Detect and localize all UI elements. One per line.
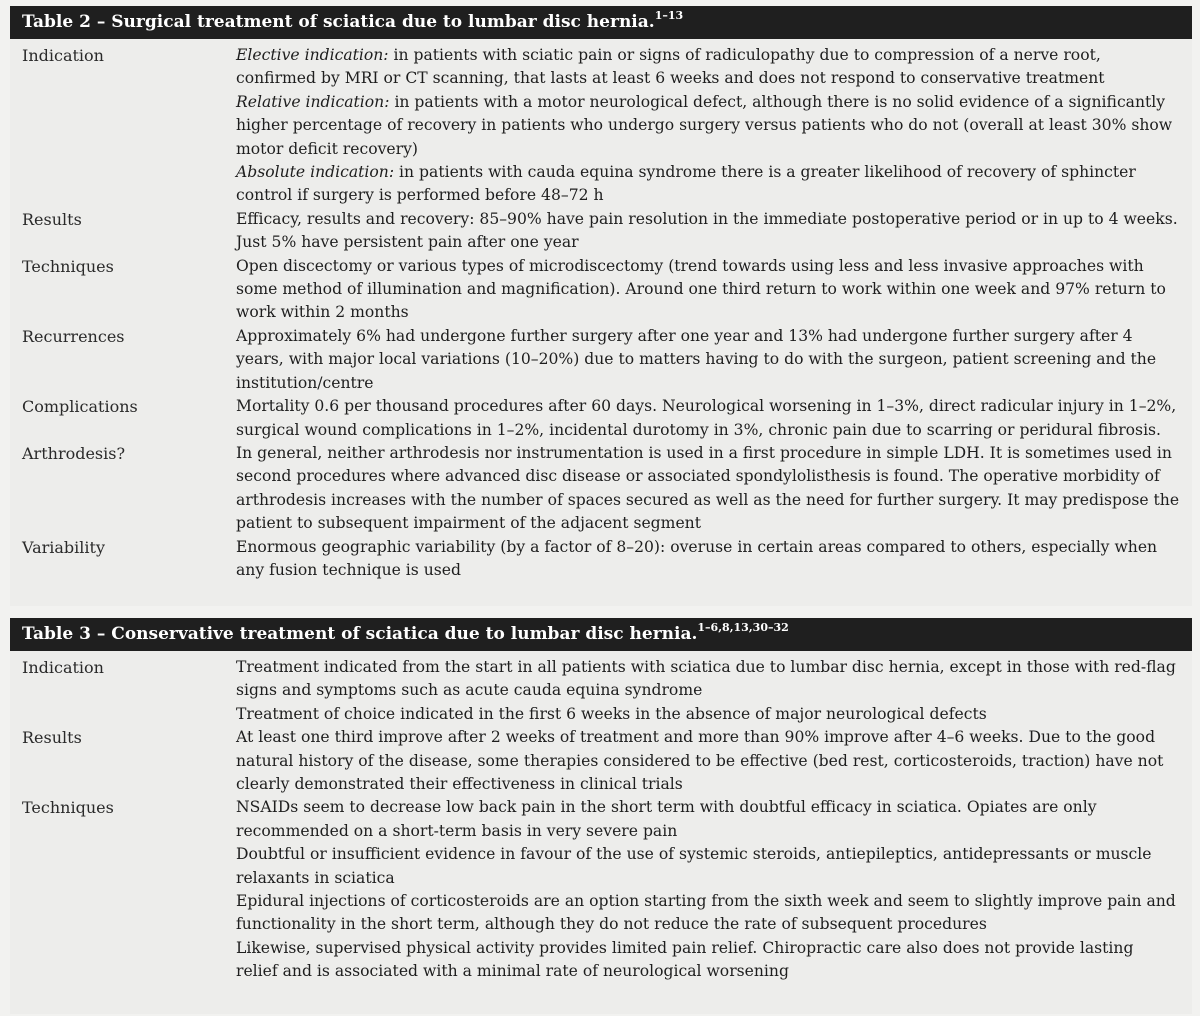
row-content: [236, 442, 1180, 536]
paragraph-text: NSAIDs seem to decrease low back pain in the short term with doubtful efficacy in sciatica. Opiates are only recommended on a short-term basis in very severe pain: [236, 798, 1097, 840]
row-paragraph: [236, 656, 1180, 703]
table-row: [10, 656, 1192, 726]
paragraph-text: Enormous geographic variability (by a factor of 8–20): overuse in certain areas compared to others, especially when any fusion technique is used: [236, 537, 1158, 579]
row-label: Variability: [22, 537, 105, 557]
table-2-rows: [10, 39, 1192, 582]
paragraph-text: in patients with cauda equina syndrome there is a greater likelihood of recovery of sphincter control if surgery is performed before 48–72 h: [236, 163, 1136, 205]
row-paragraph: [236, 796, 1180, 843]
table-row: [10, 536, 1192, 583]
paragraph-lead: Relative indication:: [236, 92, 390, 111]
row-paragraph: [236, 843, 1180, 890]
row-paragraph: [236, 703, 1180, 726]
row-content: [236, 796, 1180, 983]
row-paragraph: [236, 208, 1180, 255]
row-paragraph: [236, 726, 1180, 796]
table-2-refs: 1–13: [654, 9, 684, 22]
paragraph-text: in patients with sciatic pain or signs of radiculopathy due to compression of a nerve root, confirmed by MRI or CT scanning, that lasts at least 6 weeks and does not respond to conservative treatment: [236, 46, 1105, 88]
row-content: [236, 536, 1180, 583]
paragraph-lead: Absolute indication:: [236, 163, 395, 182]
row-paragraph: [236, 44, 1180, 91]
row-content: [236, 208, 1180, 255]
table-3-title-bar: [10, 618, 1192, 651]
paragraph-text: Treatment of choice indicated in the first 6 weeks in the absence of major neurological defects: [236, 704, 987, 723]
table-3-refs: 1–6,8,13,30–32: [697, 621, 789, 634]
table-3: [10, 618, 1192, 1014]
row-label: Complications: [22, 397, 138, 417]
paragraph-text: Mortality 0.6 per thousand procedures after 60 days. Neurological worsening in 1–3%, direct radicular injury in 1–2%, surgical wound complications in 1–2%, incidental durotomy in 3%, chronic pain due to scarring or peridural fibrosis.: [236, 397, 1177, 439]
table-row: [10, 44, 1192, 208]
paragraph-text: Open discectomy or various types of microdiscectomy (trend towards using less and less invasive approaches with some method of illumination and magnification). Around one third return to work within one week and 97% return to work within 2 months: [236, 256, 1166, 322]
row-label: Indication: [22, 46, 104, 65]
table-row: [10, 325, 1192, 395]
row-content: [236, 656, 1180, 726]
row-label: Techniques: [22, 256, 114, 276]
row-label: Arthrodesis?: [22, 443, 126, 463]
table-row: [10, 442, 1192, 536]
row-label: Recurrences: [22, 326, 125, 346]
row-content: [236, 44, 1180, 208]
paragraph-text: Doubtful or insufficient evidence in favour of the use of systemic steroids, antiepileptics, antidepressants or muscle relaxants in sciatica: [236, 845, 1152, 887]
table-2-title: Table 2 – Surgical treatment of sciatica due to lumbar disc hernia.: [22, 12, 655, 32]
row-paragraph: [236, 536, 1180, 583]
row-label: Results: [22, 209, 82, 229]
paragraph-text: In general, neither arthrodesis nor instrumentation is used in a first procedure in simple LDH. It is sometimes used in second procedures where advanced disc disease or associated spondylolisthesis is found. The operative morbidity of arthrodesis increases with the number of spaces secured as well as the need for further surgery. It may predispose the patient to subsequent impairment of the adjacent segment: [236, 443, 1180, 533]
row-paragraph: [236, 937, 1180, 984]
table-row: [10, 796, 1192, 983]
table-row: [10, 726, 1192, 796]
row-paragraph: [236, 161, 1180, 208]
row-content: [236, 395, 1180, 442]
row-label: Results: [22, 728, 82, 748]
row-paragraph: [236, 395, 1180, 442]
table-3-rows: [10, 651, 1192, 984]
table-row: [10, 395, 1192, 442]
row-content: [236, 255, 1180, 325]
paragraph-text: Treatment indicated from the start in all patients with sciatica due to lumbar disc hernia, except in those with red-flag signs and symptoms such as acute cauda equina syndrome: [236, 658, 1176, 700]
paragraph-text: Approximately 6% had undergone further surgery after one year and 13% had undergone further surgery after 4 years, with major local variations (10–20%) due to matters having to do with the surgeon, patient screening and the institution/centre: [236, 326, 1157, 392]
row-paragraph: [236, 255, 1180, 325]
table-3-title: Table 3 – Conservative treatment of sciatica due to lumbar disc hernia.: [22, 624, 698, 644]
row-paragraph: [236, 890, 1180, 937]
paragraph-text: in patients with a motor neurological defect, although there is no solid evidence of a significantly higher percentage of recovery in patients who undergo surgery versus patients who do not (overall at least 30% show motor deficit recovery): [236, 92, 1173, 158]
row-content: [236, 325, 1180, 395]
table-row: [10, 255, 1192, 325]
paragraph-text: At least one third improve after 2 weeks of treatment and more than 90% improve after 4–6 weeks. Due to the good natural history of the disease, some therapies considered to be effective (bed rest, corticosteroids, traction) have not clearly demonstrated their effectiveness in clinical trials: [236, 728, 1164, 794]
row-paragraph: [236, 91, 1180, 161]
row-paragraph: [236, 325, 1180, 395]
paragraph-text: Likewise, supervised physical activity provides limited pain relief. Chiropractic care also does not provide lasting relief and is associated with a minimal rate of neurological worsening: [236, 938, 1134, 981]
paragraph-text: Efficacy, results and recovery: 85–90% have pain resolution in the immediate postoperative period or in up to 4 weeks. Just 5% have persistent pain after one year: [236, 209, 1178, 252]
table-row: [10, 208, 1192, 255]
paragraph-lead: Elective indication:: [236, 46, 389, 64]
row-paragraph: [236, 442, 1180, 536]
row-label: Indication: [22, 658, 104, 677]
table-2: [10, 6, 1192, 606]
table-2-title-bar: [10, 6, 1192, 39]
row-content: [236, 726, 1180, 796]
paragraph-text: Epidural injections of corticosteroids are an option starting from the sixth week and seem to slightly improve pain and functionality in the short term, although they do not reduce the rate of subsequent procedures: [236, 892, 1176, 934]
row-label: Techniques: [22, 798, 114, 818]
